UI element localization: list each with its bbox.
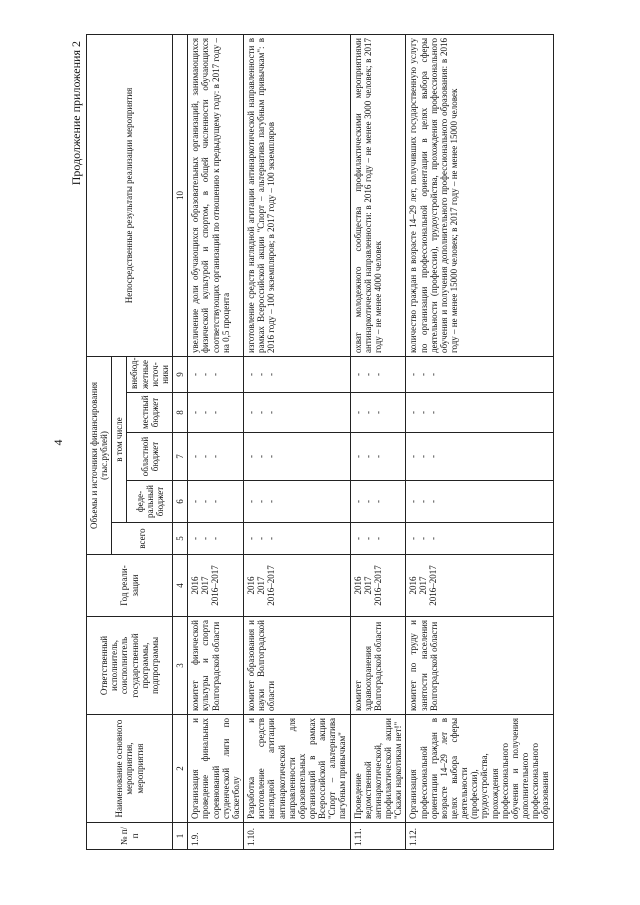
program-table	[86, 34, 554, 850]
header-total: всего	[112, 523, 173, 555]
dash: -	[200, 411, 211, 414]
row-number: 1.11.	[350, 823, 406, 850]
year-value: 2017	[256, 576, 267, 595]
row-name: Разработка и изготовление средств наглядной агитации антинаркотической направленности для образовательных организаций в рамках Всероссийской акции "Спорт – альтернатива пагубным привычкам"	[244, 715, 351, 823]
dash: -	[266, 373, 277, 376]
col-number: 2	[173, 715, 188, 823]
dash: -	[352, 373, 363, 376]
dash: -	[210, 411, 221, 414]
dash: -	[418, 500, 429, 503]
row-executor: комитет по труду и занятости населения Волгоградской области	[406, 617, 553, 715]
cell-extra	[244, 356, 351, 392]
dash: -	[428, 411, 439, 414]
dash: -	[428, 373, 439, 376]
dash: -	[246, 373, 257, 376]
year-value: 2016–2017	[210, 565, 221, 606]
dash: -	[372, 411, 383, 414]
row-executor: комитет здравоохранения Волгоградской области	[350, 617, 406, 715]
cell-federal	[188, 481, 244, 523]
header-no: № п/п	[87, 823, 173, 850]
header-local: местный бюджет	[127, 393, 173, 433]
dash: -	[418, 537, 429, 540]
row-results: изготовление средств наглядной агитации антинаркотической направленности в рамках Всероссийской акции "Спорт – альтернатива пагубным привычкам": в 2016 году – 100 экземпляров; в 2017 году – 100 экземпляров	[244, 34, 351, 356]
row-name: Организация профессиональной ориентации граждан в возрасте 14–29 лет в целях выбора сферы деятельности (профессии), трудоустройства, прохождения профессионального обучения и получения дополнительного профессионального образования	[406, 715, 553, 823]
cell-regional	[350, 433, 406, 481]
dash: -	[372, 537, 383, 540]
table-row	[350, 34, 406, 849]
row-executor: комитет физической культуры и спорта Волгоградской области	[188, 617, 244, 715]
dash: -	[200, 500, 211, 503]
col-number: 3	[173, 617, 188, 715]
col-number: 10	[173, 34, 188, 356]
header-incl: в том числе	[112, 356, 127, 522]
dash: -	[256, 500, 267, 503]
year-value: 2016–2017	[428, 565, 439, 606]
row-name: Организация и проведение финальных соревнований студенческой лиги по баскетболу	[188, 715, 244, 823]
table-row	[188, 34, 244, 849]
page-number: 4	[51, 439, 65, 446]
header-year: Год реали-зации	[87, 555, 173, 617]
column-number-row	[173, 34, 188, 849]
row-number: 1.9.	[188, 823, 244, 850]
row-years	[406, 555, 553, 617]
table-row	[406, 34, 553, 849]
dash: -	[372, 373, 383, 376]
year-value: 2016	[408, 576, 419, 595]
dash: -	[362, 411, 373, 414]
cell-extra	[406, 356, 553, 392]
cell-total	[406, 523, 553, 555]
cell-federal	[244, 481, 351, 523]
dash: -	[266, 455, 277, 458]
dash: -	[418, 411, 429, 414]
dash: -	[210, 455, 221, 458]
dash: -	[372, 500, 383, 503]
dash: -	[246, 500, 257, 503]
col-number: 9	[173, 356, 188, 392]
year-value: 2017	[418, 576, 429, 595]
dash: -	[256, 373, 267, 376]
dash: -	[190, 455, 201, 458]
dash: -	[266, 537, 277, 540]
cell-local	[350, 393, 406, 433]
cell-regional	[188, 433, 244, 481]
col-number: 6	[173, 481, 188, 523]
dash: -	[256, 455, 267, 458]
cell-regional	[406, 433, 553, 481]
dash: -	[352, 500, 363, 503]
dash: -	[428, 537, 439, 540]
dash: -	[210, 537, 221, 540]
dash: -	[408, 455, 419, 458]
dash: -	[200, 373, 211, 376]
col-number: 4	[173, 555, 188, 617]
dash: -	[352, 537, 363, 540]
dash: -	[266, 411, 277, 414]
year-value: 2017	[362, 576, 373, 595]
dash: -	[352, 411, 363, 414]
table-row	[244, 34, 351, 849]
cell-regional	[244, 433, 351, 481]
year-value: 2016	[352, 576, 363, 595]
dash: -	[190, 500, 201, 503]
dash: -	[190, 373, 201, 376]
dash: -	[200, 455, 211, 458]
dash: -	[352, 455, 363, 458]
header-row-1	[87, 34, 112, 849]
dash: -	[408, 411, 419, 414]
header-volumes: Объемы и источники финансирования (тыс.рублей)	[87, 356, 112, 554]
dash: -	[200, 537, 211, 540]
year-value: 2016–2017	[372, 565, 383, 606]
header-results: Непосредственные результаты реализации мероприятия	[87, 34, 173, 356]
row-number: 1.12.	[406, 823, 553, 850]
year-value: 2016	[190, 576, 201, 595]
dash: -	[256, 537, 267, 540]
dash: -	[362, 373, 373, 376]
dash: -	[256, 411, 267, 414]
cell-extra	[188, 356, 244, 392]
continuation-label: Продолжение приложения 2	[69, 41, 83, 186]
dash: -	[362, 500, 373, 503]
col-number: 8	[173, 393, 188, 433]
row-results: количество граждан в возрасте 14–29 лет, получивших государственную услугу по организации профессиональной ориентации в целях выбора сферы деятельности (профессии), трудоустройства, прохождения профессионального обучения и получения дополнительного профессионального образования: в 2016 году – не менее 15000 человек; в 2017 году – не менее 15000 человек	[406, 34, 553, 356]
row-years	[244, 555, 351, 617]
cell-local	[244, 393, 351, 433]
year-value: 2016–2017	[266, 565, 277, 606]
dash: -	[372, 455, 383, 458]
row-number: 1.10.	[244, 823, 351, 850]
row-executor: комитет образования и науки Волгоградской области	[244, 617, 351, 715]
header-name: Наименование основного мероприятия, мероприятия	[87, 715, 173, 823]
dash: -	[418, 455, 429, 458]
header-regional: областной бюджет	[127, 433, 173, 481]
cell-federal	[350, 481, 406, 523]
row-years	[188, 555, 244, 617]
header-federal: феде-ральный бюджет	[127, 481, 173, 523]
dash: -	[266, 500, 277, 503]
dash: -	[408, 537, 419, 540]
dash: -	[408, 373, 419, 376]
year-value: 2016	[246, 576, 257, 595]
dash: -	[246, 455, 257, 458]
row-years	[350, 555, 406, 617]
row-results: охват молодежного сообщества профилактическими мероприятиями антинаркотической направленности: в 2016 году – не менее 3000 человек; в 2017 году – не менее 4000 человек	[350, 34, 406, 356]
year-value: 2017	[200, 576, 211, 595]
header-executor: Ответственный исполнитель, соисполнитель государственной программы, подпрограммы	[87, 617, 173, 715]
cell-extra	[350, 356, 406, 392]
dash: -	[428, 500, 439, 503]
dash: -	[190, 537, 201, 540]
dash: -	[190, 411, 201, 414]
cell-total	[350, 523, 406, 555]
cell-local	[188, 393, 244, 433]
col-number: 5	[173, 523, 188, 555]
dash: -	[408, 500, 419, 503]
dash: -	[362, 455, 373, 458]
dash: -	[210, 373, 221, 376]
rotated-page	[50, 35, 610, 850]
col-number: 1	[173, 823, 188, 850]
row-name: Проведение ведомственной антинаркотической, профилактической акции "Скажи наркотикам нет!"	[350, 715, 406, 823]
cell-local	[406, 393, 553, 433]
dash: -	[246, 537, 257, 540]
cell-federal	[406, 481, 553, 523]
header-extra: внебюд-жетные источ-ники	[127, 356, 173, 392]
cell-total	[244, 523, 351, 555]
row-results: увеличение доли обучающихся образовательных организаций, занимающихся физической культурой и спортом, в общей численности обучающихся соответствующих организаций по отношению к предыдущему году: в 2017 году – на 0,5 процента	[188, 34, 244, 356]
col-number: 7	[173, 433, 188, 481]
cell-total	[188, 523, 244, 555]
dash: -	[418, 373, 429, 376]
dash: -	[428, 455, 439, 458]
dash: -	[246, 411, 257, 414]
dash: -	[210, 500, 221, 503]
dash: -	[362, 537, 373, 540]
